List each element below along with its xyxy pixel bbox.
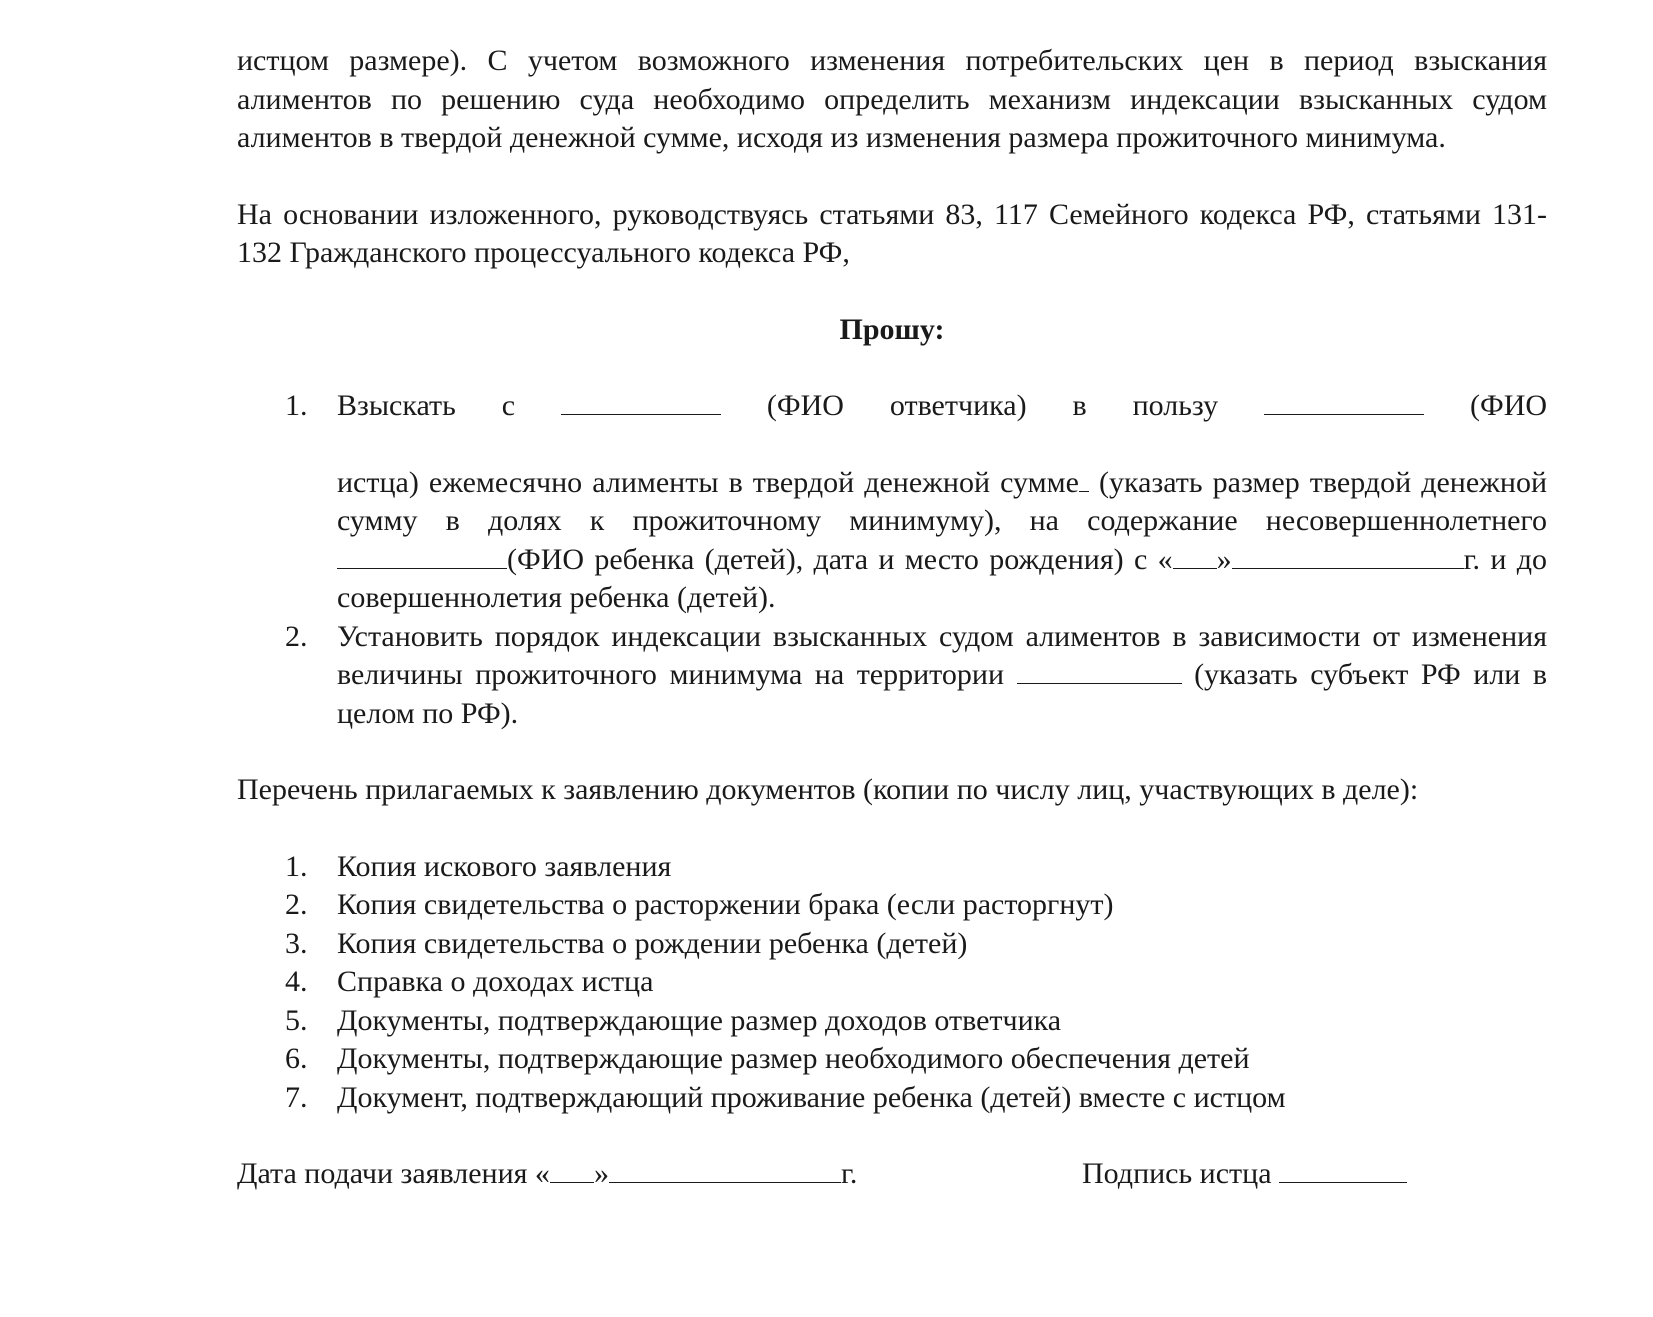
child-name-blank — [337, 542, 507, 569]
start-month-year-blank — [1232, 542, 1464, 569]
defendant-name-blank — [561, 388, 721, 415]
list-item-number: 7. — [285, 1080, 308, 1114]
plaintiff-signature — [1082, 1155, 1407, 1194]
request-item-2 — [237, 618, 1547, 734]
list-item-number: 3. — [285, 926, 308, 960]
filing-date — [237, 1155, 857, 1194]
list-item-text: Справка о доходах истца — [337, 965, 654, 998]
request-list — [237, 387, 1547, 733]
request-1-text-h: г. и до совершеннолетия ребенка (детей). — [337, 542, 1547, 614]
request-1-text-f: (ФИО ребенка (детей), дата и место рождения) с « — [507, 542, 1173, 576]
basis-paragraph: На основании изложенного, руководствуясь статьями 83, 117 Семейного кодекса РФ, статьями 131-132 Гражданского процессуального кодекса РФ, — [237, 197, 1547, 269]
region-blank — [1017, 657, 1182, 684]
start-day-blank — [1173, 542, 1217, 569]
request-1-text-c: (ФИО — [1470, 389, 1548, 422]
filing-day-blank — [550, 1156, 594, 1183]
list-item — [237, 1040, 1547, 1079]
filing-date-label: Дата подачи заявления « — [237, 1157, 550, 1190]
request-1-text-g: » — [1216, 542, 1232, 576]
request-1-first-line — [337, 387, 1547, 426]
list-item-number: 4. — [285, 965, 308, 998]
request-heading: Прошу: — [839, 312, 945, 346]
list-item-number: 1. — [285, 849, 308, 883]
list-item-number: 5. — [285, 1003, 308, 1037]
list-item — [237, 1002, 1547, 1041]
filing-month-year-blank — [609, 1156, 841, 1183]
list-item — [237, 1079, 1547, 1118]
list-item-number: 2. — [285, 888, 308, 921]
list-item-text: Копия искового заявления — [337, 849, 672, 883]
filing-date-mid: » — [593, 1157, 609, 1190]
list-item-text: Копия свидетельства о расторжении брака (если расторгнут) — [337, 888, 1114, 921]
filing-date-end: г. — [840, 1157, 858, 1190]
list-item-text: Документы, подтверждающие размер необходимого обеспечения детей — [337, 1042, 1250, 1075]
list-item — [237, 848, 1547, 887]
request-item-1 — [237, 387, 1547, 618]
attachments-list — [237, 848, 1547, 1118]
request-1-text-e: (указать размер твердой денежной сумму в долях к прожиточному минимуму), на содержание несовершеннолетнего — [337, 465, 1547, 537]
request-1-text-a: Взыскать с — [337, 389, 516, 422]
signature-footer — [237, 1155, 1547, 1195]
list-item-text: Документы, подтверждающие размер доходов ответчика — [337, 1003, 1062, 1037]
document-page — [237, 42, 1547, 1195]
amount-blank — [1079, 465, 1089, 492]
request-1-text-d: истца) ежемесячно алименты в твердой денежной сумме — [337, 465, 1079, 499]
request-2-text-a: Установить порядок индексации взысканных судом алиментов в зависимости от изменения величины прожиточного минимума на территории — [337, 619, 1547, 691]
signature-blank — [1279, 1156, 1407, 1183]
intro-paragraph: истцом размере). С учетом возможного изменения потребительских цен в период взыскания алиментов по решению суда необходимо определить механизм индексации взысканных судом алиментов в твердой денежной сумме, исходя из изменения размера прожиточного минимума. — [237, 44, 1547, 154]
list-item-text: Копия свидетельства о рождении ребенка (детей) — [337, 926, 968, 960]
request-1-text-b: (ФИО ответчика) в пользу — [766, 389, 1219, 422]
list-item-text: Документ, подтверждающий проживание ребенка (детей) вместе с истцом — [337, 1080, 1286, 1114]
request-number: 2. — [285, 619, 308, 653]
list-item — [237, 886, 1547, 925]
list-item — [237, 925, 1547, 964]
list-item — [237, 963, 1547, 1002]
list-item-number: 6. — [285, 1042, 308, 1075]
plaintiff-name-blank — [1264, 388, 1424, 415]
request-2-text-b: (указать субъект РФ или в целом по РФ). — [337, 658, 1548, 730]
request-number: 1. — [285, 389, 308, 422]
signature-label: Подпись истца — [1082, 1157, 1272, 1190]
attachments-intro: Перечень прилагаемых к заявлению документов (копии по числу лиц, участвующих в деле): — [237, 773, 1419, 806]
